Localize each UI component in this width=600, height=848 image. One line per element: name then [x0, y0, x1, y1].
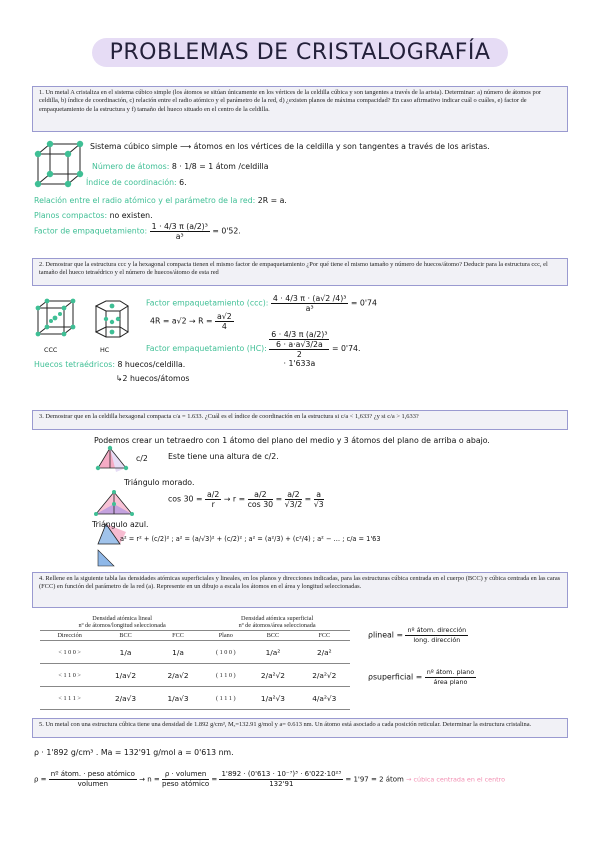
col-header: BCC — [119, 632, 132, 639]
rho-lineal-symbol: ρlineal — [368, 630, 394, 640]
p5-result: = 1'97 = 2 átom — [345, 775, 404, 784]
p2-fe-hc-label: Factor empaquetamiento (HC): — [146, 344, 267, 353]
p5-f1-num: nº átom. · peso atómico — [50, 770, 135, 778]
table-row — [40, 687, 350, 710]
p5-fraction-3 — [219, 770, 343, 789]
p5-arrow: → n = — [139, 775, 160, 784]
p2-relation-text: 4R = a√2 → R = — [150, 316, 213, 326]
table-cell: 2/a²√2 — [247, 664, 298, 687]
p2-fe-hc-fraction — [269, 330, 329, 368]
p3-cos-text: cos 30 = — [168, 494, 203, 504]
p5-fraction-1 — [49, 770, 137, 789]
p1-atoms-value: 8 · 1/8 = 1 átom /celdilla — [171, 162, 269, 171]
equals-sign: = — [396, 630, 403, 640]
blue-triangle-drawing — [96, 548, 116, 568]
p3-equation-result: c/a = 1'63 — [346, 535, 381, 543]
p2-fe-hc-tail: · 1'633a — [283, 359, 316, 368]
rho-sup-fraction — [425, 668, 476, 687]
simple-cubic-cell-drawing — [34, 140, 84, 190]
p1-planes-value: no existen. — [109, 211, 153, 220]
p1-atoms — [92, 162, 268, 171]
table-cell: 4/a²√3 — [299, 687, 350, 710]
equals-1: = — [275, 494, 283, 504]
p5-f2-den: peso atómico — [162, 780, 210, 788]
table-cell: 2/a²√2 — [299, 664, 350, 687]
p1-coord — [86, 178, 187, 187]
table-cell: 1/a√2 — [99, 664, 151, 687]
p1-coord-label: Índice de coordinación: — [86, 178, 177, 187]
p1-fe-result: = 0'52. — [212, 226, 241, 236]
p2-relation-num: a√2 — [216, 312, 232, 321]
p1-atoms-label: Número de átomos: — [92, 162, 170, 171]
p3-c2-mark: c/2 — [136, 454, 148, 463]
p2-fe-hc-den-a: 6 · a·a√3/2a — [269, 340, 329, 350]
table-row — [40, 664, 350, 687]
p2-relation — [150, 312, 234, 331]
p2-fe-hc-den — [269, 340, 329, 368]
equals-2: = — [304, 494, 312, 504]
head-surface — [204, 614, 350, 631]
p1-line1 — [90, 142, 490, 151]
p2-fe-ccc-label: Factor empaquetamiento (ccc): — [146, 298, 269, 308]
p2-fe-ccc-num: 4 · 4/3 π · (a√2 /4)³ — [272, 294, 347, 303]
p1-fe-fraction — [150, 222, 210, 241]
p1-radius — [34, 196, 287, 205]
table-cell: 1/a — [99, 641, 151, 664]
p5-f1-den: volumen — [77, 780, 109, 788]
p2-fe-ccc-den: a³ — [305, 304, 314, 313]
p2-fe-hc-num: 6 · 4/3 π (a/2)³ — [271, 330, 328, 339]
head-surface-1: Densidad atómica superficial — [241, 615, 314, 622]
p1-planes-label: Planos compactos: — [34, 211, 108, 220]
p3-r-fraction-3 — [314, 490, 324, 509]
rho-lineal-formula — [368, 626, 468, 645]
p1-radius-label: Relación entre el radio atómico y el parámetro de la red: — [34, 196, 256, 205]
table-cell: ( 1 1 0 ) — [204, 664, 247, 687]
p2-huecos-label: Huecos tetraédricos: — [34, 360, 115, 369]
table-cell: 1/a√3 — [152, 687, 205, 710]
p3-r-den-1: cos 30 — [247, 500, 274, 509]
p3-cos-num: a/2 — [207, 490, 220, 499]
p1-line1-a: Sistema cúbico simple — [90, 142, 178, 151]
p3-cos — [168, 490, 324, 509]
p5-givens: ρ · 1'892 g/cm³ . Ma = 132'91 g/mol a = 0'613 nm. — [34, 748, 234, 757]
p3-r-text: → r = — [223, 494, 246, 504]
p5-conclusion: → cúbica centrada en el centro — [406, 775, 506, 784]
rho-sup-formula — [368, 668, 476, 687]
p1-planes — [34, 211, 153, 220]
table-cell: < 1 0 0 > — [40, 641, 99, 664]
p3-r-den-2: √3/2 — [284, 500, 303, 509]
rho-lineal-fraction — [405, 626, 468, 645]
page-title: PROBLEMAS DE CRISTALOGRAFÍA — [92, 38, 509, 67]
problem-5-statement: 5. Un metal con una estructura cúbica tiene una densidad de 1.892 g/cm³, Mₐ=132.91 g/mol y a= 0.613 nm. Un átomo está asociado a cada posición reticular. Determinar la estructura cristalina. — [32, 718, 568, 738]
equals-sign: = — [415, 672, 423, 682]
p1-fe-den: a³ — [175, 232, 184, 241]
p2-huecos-value: 8 huecos/celdilla. — [117, 360, 186, 369]
table-cell: 2/a² — [299, 641, 350, 664]
p1-fe-num: 1 · 4/3 π (a/2)³ — [151, 222, 208, 231]
rho-sup-den: área plano — [433, 678, 468, 686]
p5-f2-num: ρ · volumen — [162, 770, 209, 780]
p3-r-fraction-2 — [285, 490, 303, 509]
p3-r-den-3: √3 — [313, 500, 324, 509]
p1-coord-value: 6. — [179, 178, 187, 187]
col-header: FCC — [318, 632, 331, 639]
p1-fe-label: Factor de empaquetamiento: — [34, 226, 148, 236]
table-row — [40, 641, 350, 664]
density-table — [40, 614, 350, 710]
p2-relation-den: 4 — [221, 322, 227, 331]
p2-fe-ccc-fraction — [271, 294, 349, 313]
col-header: BCC — [266, 632, 280, 639]
title-container — [0, 38, 600, 67]
p3-equation-rest: … ; — [333, 535, 347, 543]
p2-huecos-2: ↳2 huecos/átomos — [116, 374, 190, 383]
p3-tri-azul: Triángulo azul. — [92, 520, 149, 529]
head-linear-2: nº de átomos/longitud seleccionada — [78, 622, 166, 629]
p3-cos-den: r — [211, 500, 215, 509]
rho-lineal-den: long. dirección — [413, 636, 461, 644]
p2-fe-hc-den-b: 2 — [296, 350, 302, 359]
p3-line1: Podemos crear un tetraedro con 1 átomo del plano del medio y 3 átomos del plano de arriba o abajo. — [94, 436, 490, 445]
table-cell: < 1 1 0 > — [40, 664, 99, 687]
p2-relation-fraction — [215, 312, 234, 331]
p1-line1-b: átomos en los vértices de la celdilla y son tangentes a través de los aristas. — [193, 142, 490, 151]
p2-fe-ccc-result: = 0'74 — [350, 298, 377, 308]
p3-r-num-3: a — [314, 490, 324, 500]
p1-radius-value: 2R = a. — [257, 196, 287, 205]
arrow-icon: ⟶ — [179, 142, 194, 151]
ccc-hc-drawings — [34, 298, 134, 344]
table-cell: < 1 1 1 > — [40, 687, 99, 710]
table-cell: ( 1 0 0 ) — [204, 641, 247, 664]
problem-1-statement: 1. Un metal A cristaliza en el sistema cúbico simple (los átomos se sitúan únicamente en los vértices de la celdilla cúbica y son tangentes a través de la arista). Determinar: a) número de átomos por celdilla, b) índice de coordinación, c) relación entre el radio atómico y el parámetro de la red, d) ¿existen planos de máxima compacidad? En caso afirmativo indicar cuál o cuáles, e) factor de empaquetamiento de la estructura y f) tamaño del hueco situado en el centro de la celdilla. — [32, 86, 568, 132]
label-ccc: CCC — [44, 346, 58, 354]
table-cell: 2/a√3 — [99, 687, 151, 710]
p5-f3-den: 132'91 — [269, 780, 294, 788]
p3-equation — [120, 535, 381, 543]
equals-sign: = — [211, 775, 218, 784]
p3-cos-fraction — [205, 490, 221, 509]
p3-equation-text: a² = r² + (c/2)² ; a² = (a/√3)² + (c/2)² ; a² = (a²/3) + (c²/4) ; a² − — [120, 535, 332, 543]
p5-fraction-2 — [162, 770, 209, 789]
p2-fe-ccc — [146, 294, 377, 313]
problem-4-statement: 4. Rellene en la siguiente tabla las densidades atómicas superficiales y lineales, en los planos y direcciones indicadas, para las estructuras cúbica centrada en el cuerpo (BCC) y cúbica centrada en las caras (FCC) en función del parámetro de la red (a). Represente en un dibujo a escala los átomos en el área y longitud seleccionadas. — [32, 572, 568, 608]
p3-r-num-2: a/2 — [285, 490, 303, 500]
p2-fe-hc-result: = 0'74. — [331, 344, 361, 353]
head-linear — [40, 614, 204, 631]
rho-lineal-num: nº átom. dirección — [407, 626, 467, 634]
head-surface-2: nº de átomos/área seleccionada — [238, 622, 316, 629]
label-hc: HC — [100, 346, 110, 354]
table-cell: 1/a²√3 — [247, 687, 298, 710]
col-header: FCC — [172, 632, 184, 639]
table-cell: 1/a — [152, 641, 205, 664]
head-linear-1: Densidad atómica lineal — [92, 615, 153, 622]
p5-rho: ρ = — [34, 775, 47, 784]
p2-huecos — [34, 360, 185, 369]
table-cell: 1/a² — [247, 641, 298, 664]
col-header: Plano — [218, 632, 233, 639]
p3-height: Este tiene una altura de c/2. — [168, 452, 279, 461]
p3-r-fraction-1 — [248, 490, 274, 509]
rho-sup-symbol: ρsuperficial — [368, 672, 414, 682]
table-cell: 2/a√2 — [152, 664, 205, 687]
p5-solution — [34, 770, 505, 789]
problem-3-statement: 3. Demostrar que en la celdilla hexagonal compacta c/a = 1.633. ¿Cuál es el índice de coordinación en la estructura si c/a < 1,633? ¿y si c/a > 1,633? — [32, 410, 568, 430]
problem-2-statement: 2. Demostrar que la estructura ccc y la hexagonal compacta tienen el mismo factor de empaquetamiento ¿Por qué tiene el mismo tamaño y número de huecos/átomo? Deducir para la estructura ccc, el tamaño del hueco tetraédrico y el número de huecos/átomo de esta red — [32, 258, 568, 286]
rho-sup-num: nº átom. plano — [426, 668, 475, 676]
p3-tri-morado: Triángulo morado. — [124, 478, 195, 487]
table-cell: ( 1 1 1 ) — [204, 687, 247, 710]
p2-fe-hc-den-fraction — [269, 340, 329, 359]
p1-fe — [34, 222, 241, 241]
col-header: Dirección — [57, 632, 82, 639]
p3-r-num-1: a/2 — [248, 490, 274, 500]
p5-f3-num: 1'892 · (0'613 · 10⁻⁷)³ · 6'022·10²³ — [221, 770, 342, 778]
